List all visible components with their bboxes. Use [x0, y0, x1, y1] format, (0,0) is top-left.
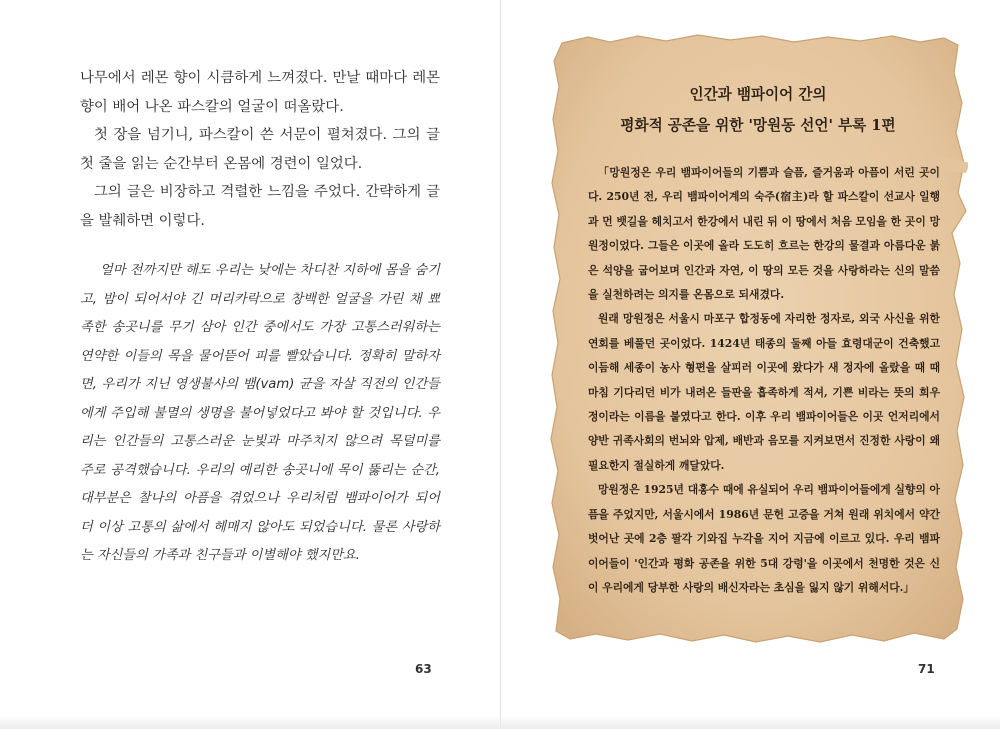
document-paragraph: 원래 망원정은 서울시 마포구 합정동에 자리한 정자로, 외국 사신을 위한 연회를 베풀던 곳이었다. 1424년 태종의 둘째 아들 효령대군이 건축했고 이듬해 세종이 농사 형편을 살피러 이곳에 왔다가 새 정자에 올랐을 때 때마침 기다리던 비가 내려온 들판을 흡족하게 적셔, 기쁜 비라는 뜻의 희우정이라는 이름을 붙였다고 한다. 이후 우리 뱀파이어들은 이곳 언저리에서 양반 귀족사회의 번뇌와 압제, 배반과 음모를 지켜보면서 진정한 사랑이 왜 필요한지 절실하게 깨달았다.: [588, 312, 940, 472]
document-title-line: 평화적 공존을 위한 '망원동 선언' 부록 1편: [620, 117, 896, 134]
preface-quote: 얼마 전까지만 해도 우리는 낮에는 차디찬 지하에 몸을 숨기고, 밤이 되어서야 긴 머리카락으로 창백한 얼굴을 가린 채 뾰족한 송곳니를 무기 삼아 인간 중에서도 가장 고통스러워하는 연약한 이들의 목을 물어뜯어 피를 빨았습니다. 정확히 말하자면, 우리가 지닌 영생불사의 뱀(vam) 균을 자살 직전의 인간들에게 주입해 불멸의 생명을 불어넣었다고 봐야 할 것입니다. 우리는 인간들의 고통스러운 눈빛과 마주치지 않으려 목덜미를 주로 공격했습니다. 우리의 예리한 송곳니에 목이 뚫리는 순간, 대부분은 찰나의 아픔을 겪었으나 우리처럼 뱀파이어가 되어 더 이상 고통의 삶에서 헤매지 않아도 되었습니다. 물론 사랑하는 자신들의 가족과 친구들과 이별해야 했지만요.: [80, 263, 440, 563]
narrative-text: [80, 64, 440, 235]
narrative-paragraph: 나무에서 레몬 향이 시큼하게 느껴졌다. 만날 때마다 레몬 향이 배어 나온 파스칼의 얼굴이 떠올랐다.: [80, 70, 440, 115]
document-body: [588, 161, 940, 600]
right-page: [501, 0, 1000, 729]
parchment-document: [548, 33, 968, 647]
bottom-shadow: [0, 715, 1000, 729]
page-number: 71: [918, 662, 935, 676]
document-paragraph: 「망원정은 우리 뱀파이어들의 기쁨과 슬픔, 즐거움과 아픔이 서린 곳이다. 250년 전, 우리 뱀파이어계의 숙주(宿主)라 할 파스칼이 선교사 일행과 먼 뱃길을 헤치고서 한강에서 내린 뒤 이 땅에서 처음 모임을 한 곳이 망원정이었다. 그들은 이곳에 올라 도도히 흐르는 한강의 물결과 아름다운 붉은 석양을 굽어보며 인간과 자연, 이 땅의 모든 것을 사랑하라는 신의 말씀을 실천하려는 의지를 온몸으로 되새겼다.: [588, 166, 940, 302]
narrative-paragraph: 첫 장을 넘기니, 파스칼이 쓴 서문이 펼쳐졌다. 그의 글 첫 줄을 읽는 순간부터 온몸에 경련이 일었다.: [80, 127, 440, 172]
document-title-line: 인간과 뱀파이어 간의: [689, 86, 827, 103]
narrative-paragraph: 그의 글은 비장하고 격렬한 느낌을 주었다. 간략하게 글을 발췌하면 이렇다.: [80, 184, 440, 229]
page-number: 63: [415, 662, 432, 676]
document-title: [548, 79, 968, 141]
document-paragraph: 망원정은 1925년 대홍수 때에 유실되어 우리 뱀파이어들에게 실향의 아픔을 주었지만, 서울시에서 1986년 문헌 고증을 거쳐 원래 위치에서 약간 벗어난 곳에 2층 팔각 기와집 누각을 지어 지금에 이르고 있다. 우리 뱀파이어들이 '인간과 평화 공존을 위한 5대 강령'을 이곳에서 천명한 것은 신이 우리에게 당부한 사랑의 배신자라는 초심을 잃지 않기 위해서다.」: [588, 483, 940, 594]
